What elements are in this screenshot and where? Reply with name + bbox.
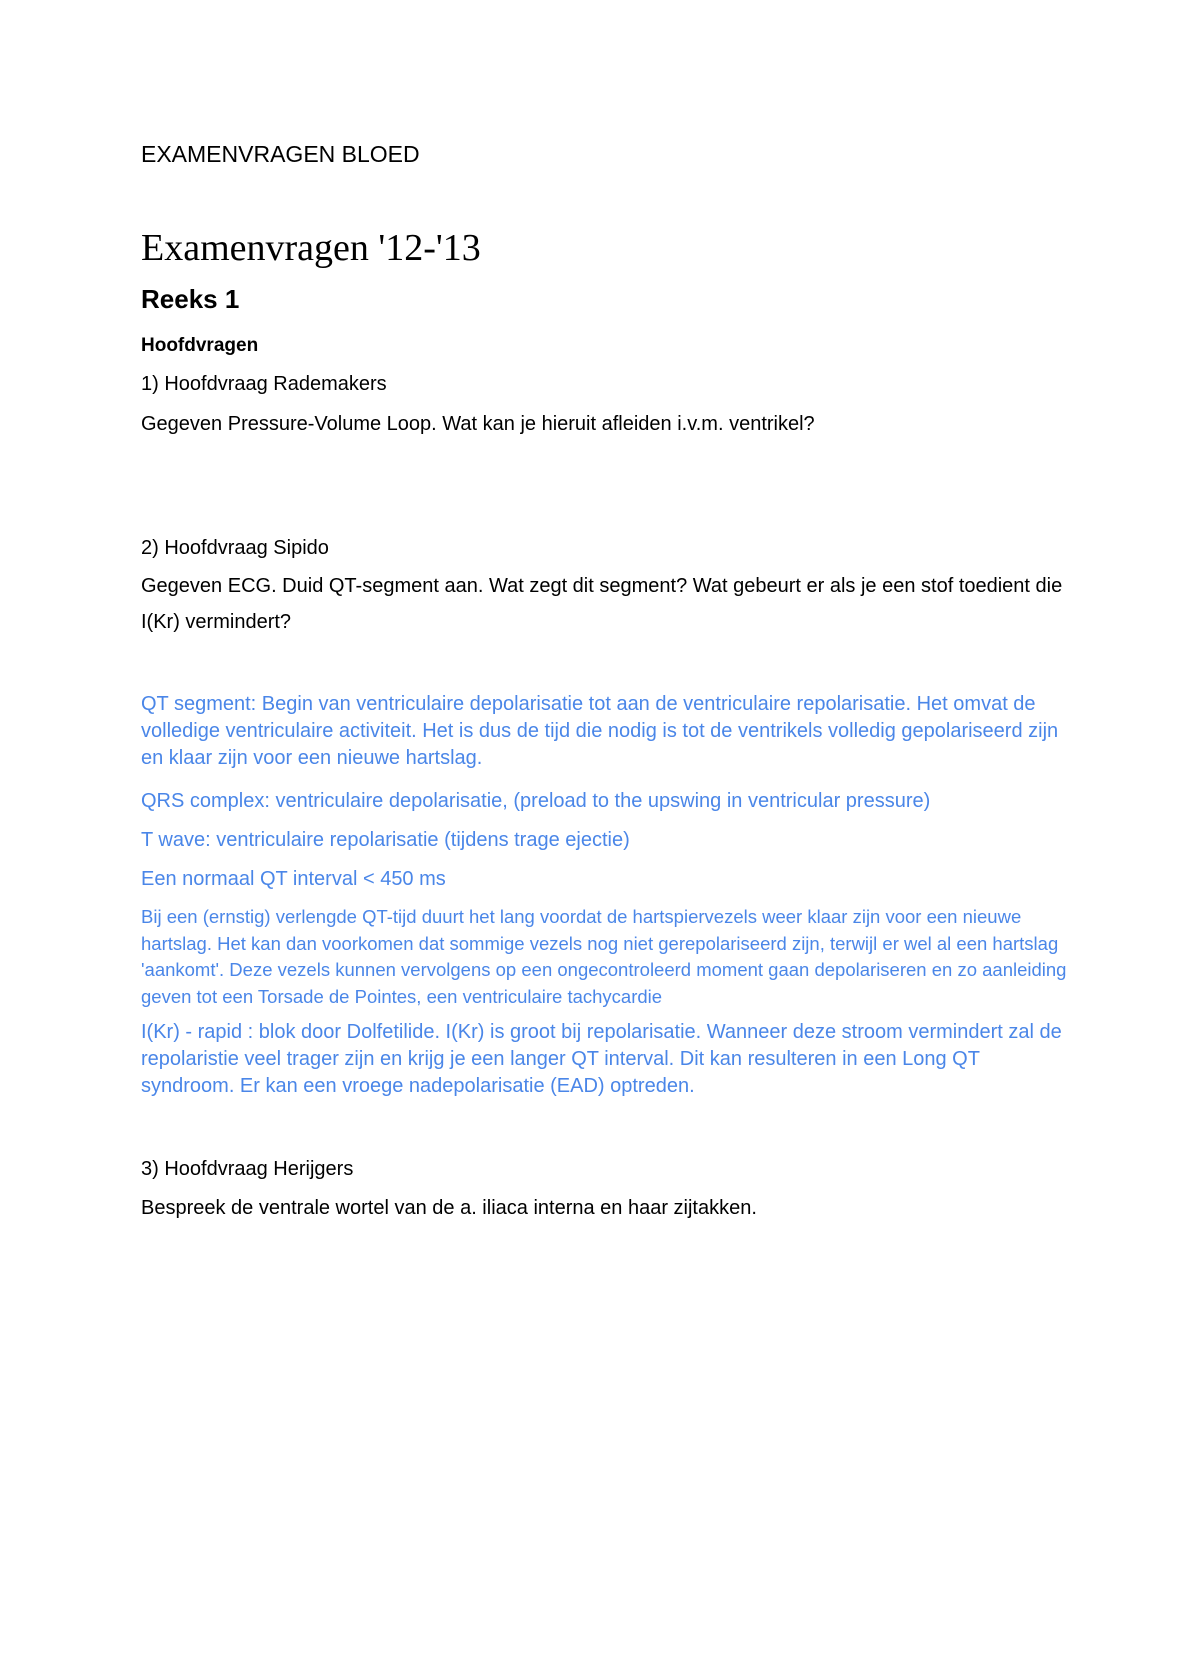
answer-qt-segment: QT segment: Begin van ventriculaire depolarisatie tot aan de ventriculaire repolarisatie. Het omvat de volledige ventriculaire activiteit. Het is dus de tijd die nodig is tot de ventrikels volledig gepolariseerd zijn en klaar zijn voor een nieuwe hartslag. — [141, 693, 1059, 769]
question-2-text: Gegeven ECG. Duid QT-segment aan. Wat zegt dit segment? Wat gebeurt er als je een stof toedient die I(Kr) vermindert? — [141, 575, 1063, 633]
question-1-label: 1) Hoofdvraag Rademakers — [141, 373, 387, 395]
section-heading: Hoofdvragen — [141, 335, 259, 356]
answer-qrs-complex: QRS complex: ventriculaire depolarisatie, (preload to the upswing in ventricular pressure) — [141, 790, 931, 812]
question-1-text: Gegeven Pressure-Volume Loop. Wat kan je hieruit afleiden i.v.m. ventrikel? — [141, 413, 815, 435]
answer-qt-normal: Een normaal QT interval < 450 ms — [141, 868, 446, 890]
question-3-label: 3) Hoofdvraag Herijgers — [141, 1158, 354, 1180]
document-title: EXAMENVRAGEN BLOED — [141, 141, 420, 167]
answer-ikr: I(Kr) - rapid : blok door Dolfetilide. I(Kr) is groot bij repolarisatie. Wanneer deze stroom vermindert zal de repolaristie veel trager zijn en krijg je een langer QT interval. Dit kan resulteren in een Long QT syndroom. Er kan een vroege nadepolarisatie (EAD) optreden. — [141, 1021, 1062, 1097]
question-3-text: Bespreek de ventrale wortel van de a. iliaca interna en haar zijtakken. — [141, 1197, 757, 1219]
page-heading: Examenvragen '12-'13 — [141, 227, 481, 269]
answer-long-qt: Bij een (ernstig) verlengde QT-tijd duurt het lang voordat de hartspiervezels weer klaar zijn voor een nieuwe hartslag. Het kan dan voorkomen dat sommige vezels nog niet gerepolariseerd zijn, terwijl er wel al een hartslag 'aankomt'. Deze vezels kunnen vervolgens op een ongecontroleerd moment gaan depolariseren en zo aanleiding geven tot een Torsade de Pointes, een ventriculaire tachycardie — [141, 906, 1067, 1007]
answer-t-wave: T wave: ventriculaire repolarisatie (tijdens trage ejectie) — [141, 829, 630, 851]
series-heading: Reeks 1 — [141, 284, 240, 314]
question-2-label: 2) Hoofdvraag Sipido — [141, 537, 329, 559]
